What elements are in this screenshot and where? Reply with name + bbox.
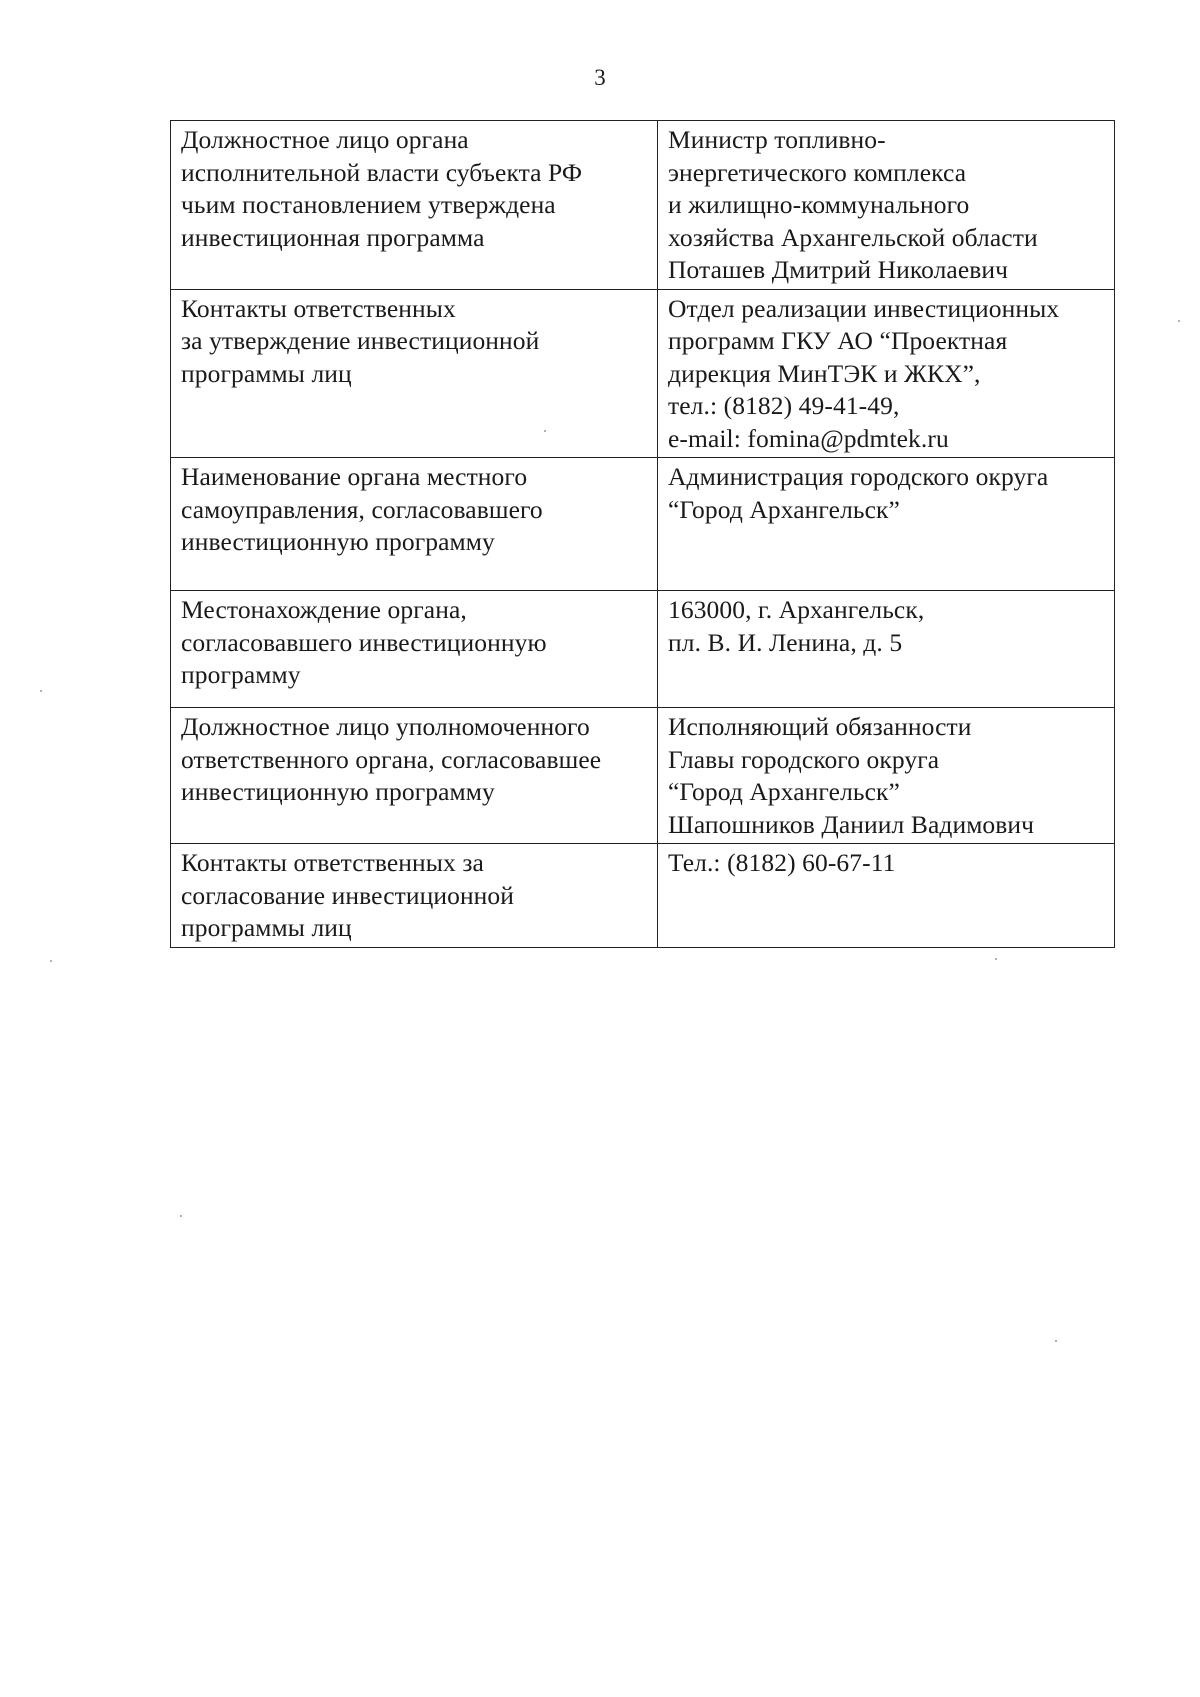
value-line: и жилищно-коммунального	[668, 190, 970, 219]
value-line: хозяйства Архангельской области	[668, 222, 1038, 252]
scan-speck	[50, 960, 52, 962]
scan-speck	[544, 430, 546, 432]
scan-speck	[995, 958, 997, 960]
row-value-cell	[658, 591, 1115, 708]
row-label-cell	[171, 591, 658, 708]
row-label-cell	[171, 121, 658, 290]
value-line: Отдел реализации инвестиционных	[668, 293, 1060, 323]
value-line: Администрация городского округа	[668, 462, 1049, 491]
label-line: Наименование органа местного	[181, 462, 528, 491]
row-label-cell	[171, 458, 658, 591]
label-line: инвестиционную программу	[181, 777, 495, 806]
value-line: “Город Архангельск”	[668, 494, 900, 524]
program-info-table	[170, 120, 1115, 948]
row-value-cell	[658, 844, 1115, 948]
label-line: за утверждение инвестиционной	[181, 326, 540, 355]
label-line: Должностное лицо органа	[181, 125, 469, 154]
label-line: программы лиц	[181, 913, 352, 942]
row-value-cell	[658, 289, 1115, 458]
row-label-cell	[171, 844, 658, 948]
scan-speck	[1178, 320, 1180, 322]
value-line: пл. В. И. Ленина, д. 5	[668, 627, 903, 657]
label-line: Контакты ответственных за	[181, 848, 484, 877]
value-line: Шапошников Даниил Вадимович	[668, 809, 1035, 839]
label-line: чьим постановлением утверждена	[181, 190, 556, 219]
scan-speck	[40, 690, 42, 692]
value-line: Поташев Дмитрий Николаевич	[668, 255, 1009, 284]
value-line: e-mail: fomina@pdmtek.ru	[668, 423, 949, 453]
value-line: программ ГКУ АО “Проектная	[668, 326, 1008, 355]
label-line: Должностное лицо уполномоченного	[181, 712, 590, 741]
table-row	[171, 844, 1115, 948]
label-line: программы лиц	[181, 358, 352, 388]
value-line: Министр топливно-	[668, 125, 886, 154]
value-line: Исполняющий обязанности	[668, 712, 972, 741]
table-row	[171, 289, 1115, 458]
row-value-cell	[658, 121, 1115, 290]
value-line: Главы городского округа	[668, 744, 940, 774]
row-label-cell	[171, 708, 658, 844]
label-line: согласовавшего инвестиционную	[181, 627, 547, 657]
value-line: “Город Архангельск”	[668, 777, 900, 806]
label-line: программу	[181, 660, 301, 689]
label-line: исполнительной власти субъекта РФ	[181, 157, 583, 187]
label-line: Местонахождение органа,	[181, 595, 467, 624]
table-row	[171, 458, 1115, 591]
page-number: 3	[594, 65, 606, 90]
label-line: согласование инвестиционной	[181, 880, 515, 910]
scan-speck	[180, 1215, 182, 1217]
label-line: самоуправления, согласовавшего	[181, 494, 543, 524]
scan-speck	[1055, 1340, 1057, 1342]
label-line: ответственного органа, согласовавшее	[181, 744, 602, 774]
label-line: инвестиционная программа	[181, 222, 485, 252]
value-line: дирекция МинТЭК и ЖКХ”,	[668, 358, 981, 388]
label-line: Контакты ответственных	[181, 293, 456, 323]
row-value-cell	[658, 708, 1115, 844]
value-line: Тел.: (8182) 60-67-11	[668, 848, 896, 877]
row-value-cell	[658, 458, 1115, 591]
row-label-cell	[171, 289, 658, 458]
table-row	[171, 121, 1115, 290]
value-line: 163000, г. Архангельск,	[668, 595, 925, 624]
value-line: энергетического комплекса	[668, 157, 967, 187]
table-row	[171, 591, 1115, 708]
value-line: тел.: (8182) 49-41-49,	[668, 391, 900, 420]
table-row	[171, 708, 1115, 844]
label-line: инвестиционную программу	[181, 527, 495, 556]
